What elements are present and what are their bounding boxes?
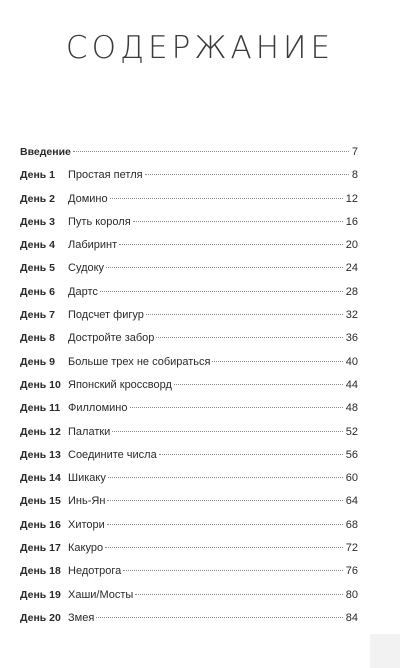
toc-entry[interactable] (20, 164, 358, 187)
toc-entry-day: День 14 (20, 472, 61, 485)
toc-entry-page: 76 (345, 565, 358, 578)
toc-entry[interactable] (20, 397, 358, 420)
toc-entry-name: Домино (68, 192, 108, 205)
toc-entry-page: 52 (345, 425, 358, 438)
toc-entry[interactable] (20, 444, 358, 467)
toc-entry-page: 48 (345, 402, 358, 415)
toc-entry[interactable] (20, 304, 358, 327)
toc-entry-page: 80 (345, 588, 358, 601)
toc-entry[interactable] (20, 607, 358, 630)
toc-entry-name: Японский кроссворд (68, 378, 172, 391)
dot-leader (106, 267, 343, 268)
dot-leader (105, 547, 343, 548)
toc-entry-day: День 12 (20, 425, 61, 438)
toc-entry-day: День 8 (20, 332, 56, 345)
toc-entry[interactable] (20, 211, 358, 234)
toc-entry-name: Путь короля (68, 215, 131, 228)
dot-leader (107, 524, 343, 525)
toc-entry[interactable] (20, 421, 358, 444)
toc-entry-name: Инь-Ян (68, 495, 106, 508)
toc-entry-name: Больше трех не собираться (68, 355, 211, 368)
toc-entry[interactable] (20, 560, 358, 583)
toc-entry-name: Соедините числа (68, 448, 157, 461)
dot-leader (146, 314, 343, 315)
toc-entry-name: Хитори (68, 518, 105, 531)
toc-entry-day: День 3 (20, 215, 56, 228)
toc-entry-name: Филломино (68, 402, 128, 415)
dot-leader (96, 617, 342, 618)
toc-entry-day: День 16 (20, 518, 61, 531)
toc-entry[interactable] (20, 467, 358, 490)
toc-entry-page: 84 (345, 611, 358, 624)
toc-entry-name: Какуро (68, 542, 104, 555)
toc-entry[interactable] (20, 234, 358, 257)
toc-entry-name: Лабиринт (68, 239, 118, 252)
toc-entry[interactable] (20, 514, 358, 537)
toc-entry-name: Подсчет фигур (68, 309, 144, 322)
toc-entry-day: День 11 (20, 402, 61, 415)
toc-entry-name: Достройте забор (68, 332, 155, 345)
toc-entry-page: 16 (345, 215, 358, 228)
toc-entry-name: Введение (20, 146, 71, 158)
dot-leader (212, 361, 342, 362)
toc-entry-name: Шикаку (68, 472, 106, 485)
dot-leader (133, 221, 343, 222)
toc-entry-page: 72 (345, 542, 358, 555)
toc-entry-day: День 4 (20, 239, 56, 252)
toc-entry[interactable] (20, 490, 358, 513)
toc-entry-name: Простая петля (68, 169, 143, 182)
toc-entry-day: День 19 (20, 588, 61, 601)
toc-entry-day: День 10 (20, 378, 61, 391)
toc-entry-day: День 20 (20, 611, 61, 624)
dot-leader (145, 174, 349, 175)
toc-entry-page: 44 (345, 378, 358, 391)
toc-entry-day: День 7 (20, 309, 56, 322)
toc-entry[interactable] (20, 537, 358, 560)
toc-entry[interactable] (20, 188, 358, 211)
page-title: СОДЕРЖАНИЕ (65, 30, 335, 66)
toc-entry-day: День 6 (20, 285, 56, 298)
toc-entry-page: 60 (345, 472, 358, 485)
table-of-contents (20, 141, 358, 630)
dot-leader (108, 477, 343, 478)
toc-entry-page: 28 (345, 285, 358, 298)
toc-entry-name: Недотрога (68, 565, 122, 578)
page-corner-shadow (370, 634, 400, 668)
toc-entry-name: Судоку (68, 262, 105, 275)
toc-entry-day: День 18 (20, 565, 61, 578)
dot-leader (135, 594, 342, 595)
dot-leader (73, 151, 349, 152)
dot-leader (100, 291, 343, 292)
toc-entry-page: 7 (351, 146, 358, 158)
dot-leader (110, 198, 343, 199)
toc-entry-name: Дартс (68, 285, 98, 298)
dot-leader (123, 570, 342, 571)
dot-leader (156, 337, 342, 338)
toc-entry-day: День 5 (20, 262, 56, 275)
toc-entry-page: 64 (345, 495, 358, 508)
dot-leader (119, 244, 343, 245)
toc-entry-day: День 2 (20, 192, 56, 205)
toc-entry-day: День 17 (20, 542, 61, 555)
toc-entry-page: 36 (345, 332, 358, 345)
toc-entry-page: 12 (345, 192, 358, 205)
dot-leader (159, 454, 343, 455)
toc-entry-page: 32 (345, 309, 358, 322)
toc-entry-page: 24 (345, 262, 358, 275)
toc-entry-intro[interactable] (20, 141, 358, 164)
toc-entry[interactable] (20, 281, 358, 304)
toc-entry-day: День 9 (20, 355, 56, 368)
toc-entry-name: Змея (68, 611, 95, 624)
dot-leader (112, 431, 342, 432)
toc-entry-name: Хаши/Мосты (68, 588, 134, 601)
toc-entry-day: День 13 (20, 448, 61, 461)
toc-entry-name: Палатки (68, 425, 111, 438)
dot-leader (107, 500, 342, 501)
toc-entry-day: День 15 (20, 495, 61, 508)
dot-leader (174, 384, 343, 385)
toc-entry-page: 40 (345, 355, 358, 368)
toc-entry-page: 8 (351, 169, 358, 182)
toc-entry[interactable] (20, 257, 358, 280)
toc-entry[interactable] (20, 327, 358, 350)
toc-entry-page: 20 (345, 239, 358, 252)
dot-leader (130, 407, 343, 408)
toc-entry[interactable] (20, 584, 358, 607)
toc-entry[interactable] (20, 374, 358, 397)
toc-entry-page: 68 (345, 518, 358, 531)
toc-entry[interactable] (20, 351, 358, 374)
toc-entry-day: День 1 (20, 169, 56, 182)
toc-entry-page: 56 (345, 448, 358, 461)
